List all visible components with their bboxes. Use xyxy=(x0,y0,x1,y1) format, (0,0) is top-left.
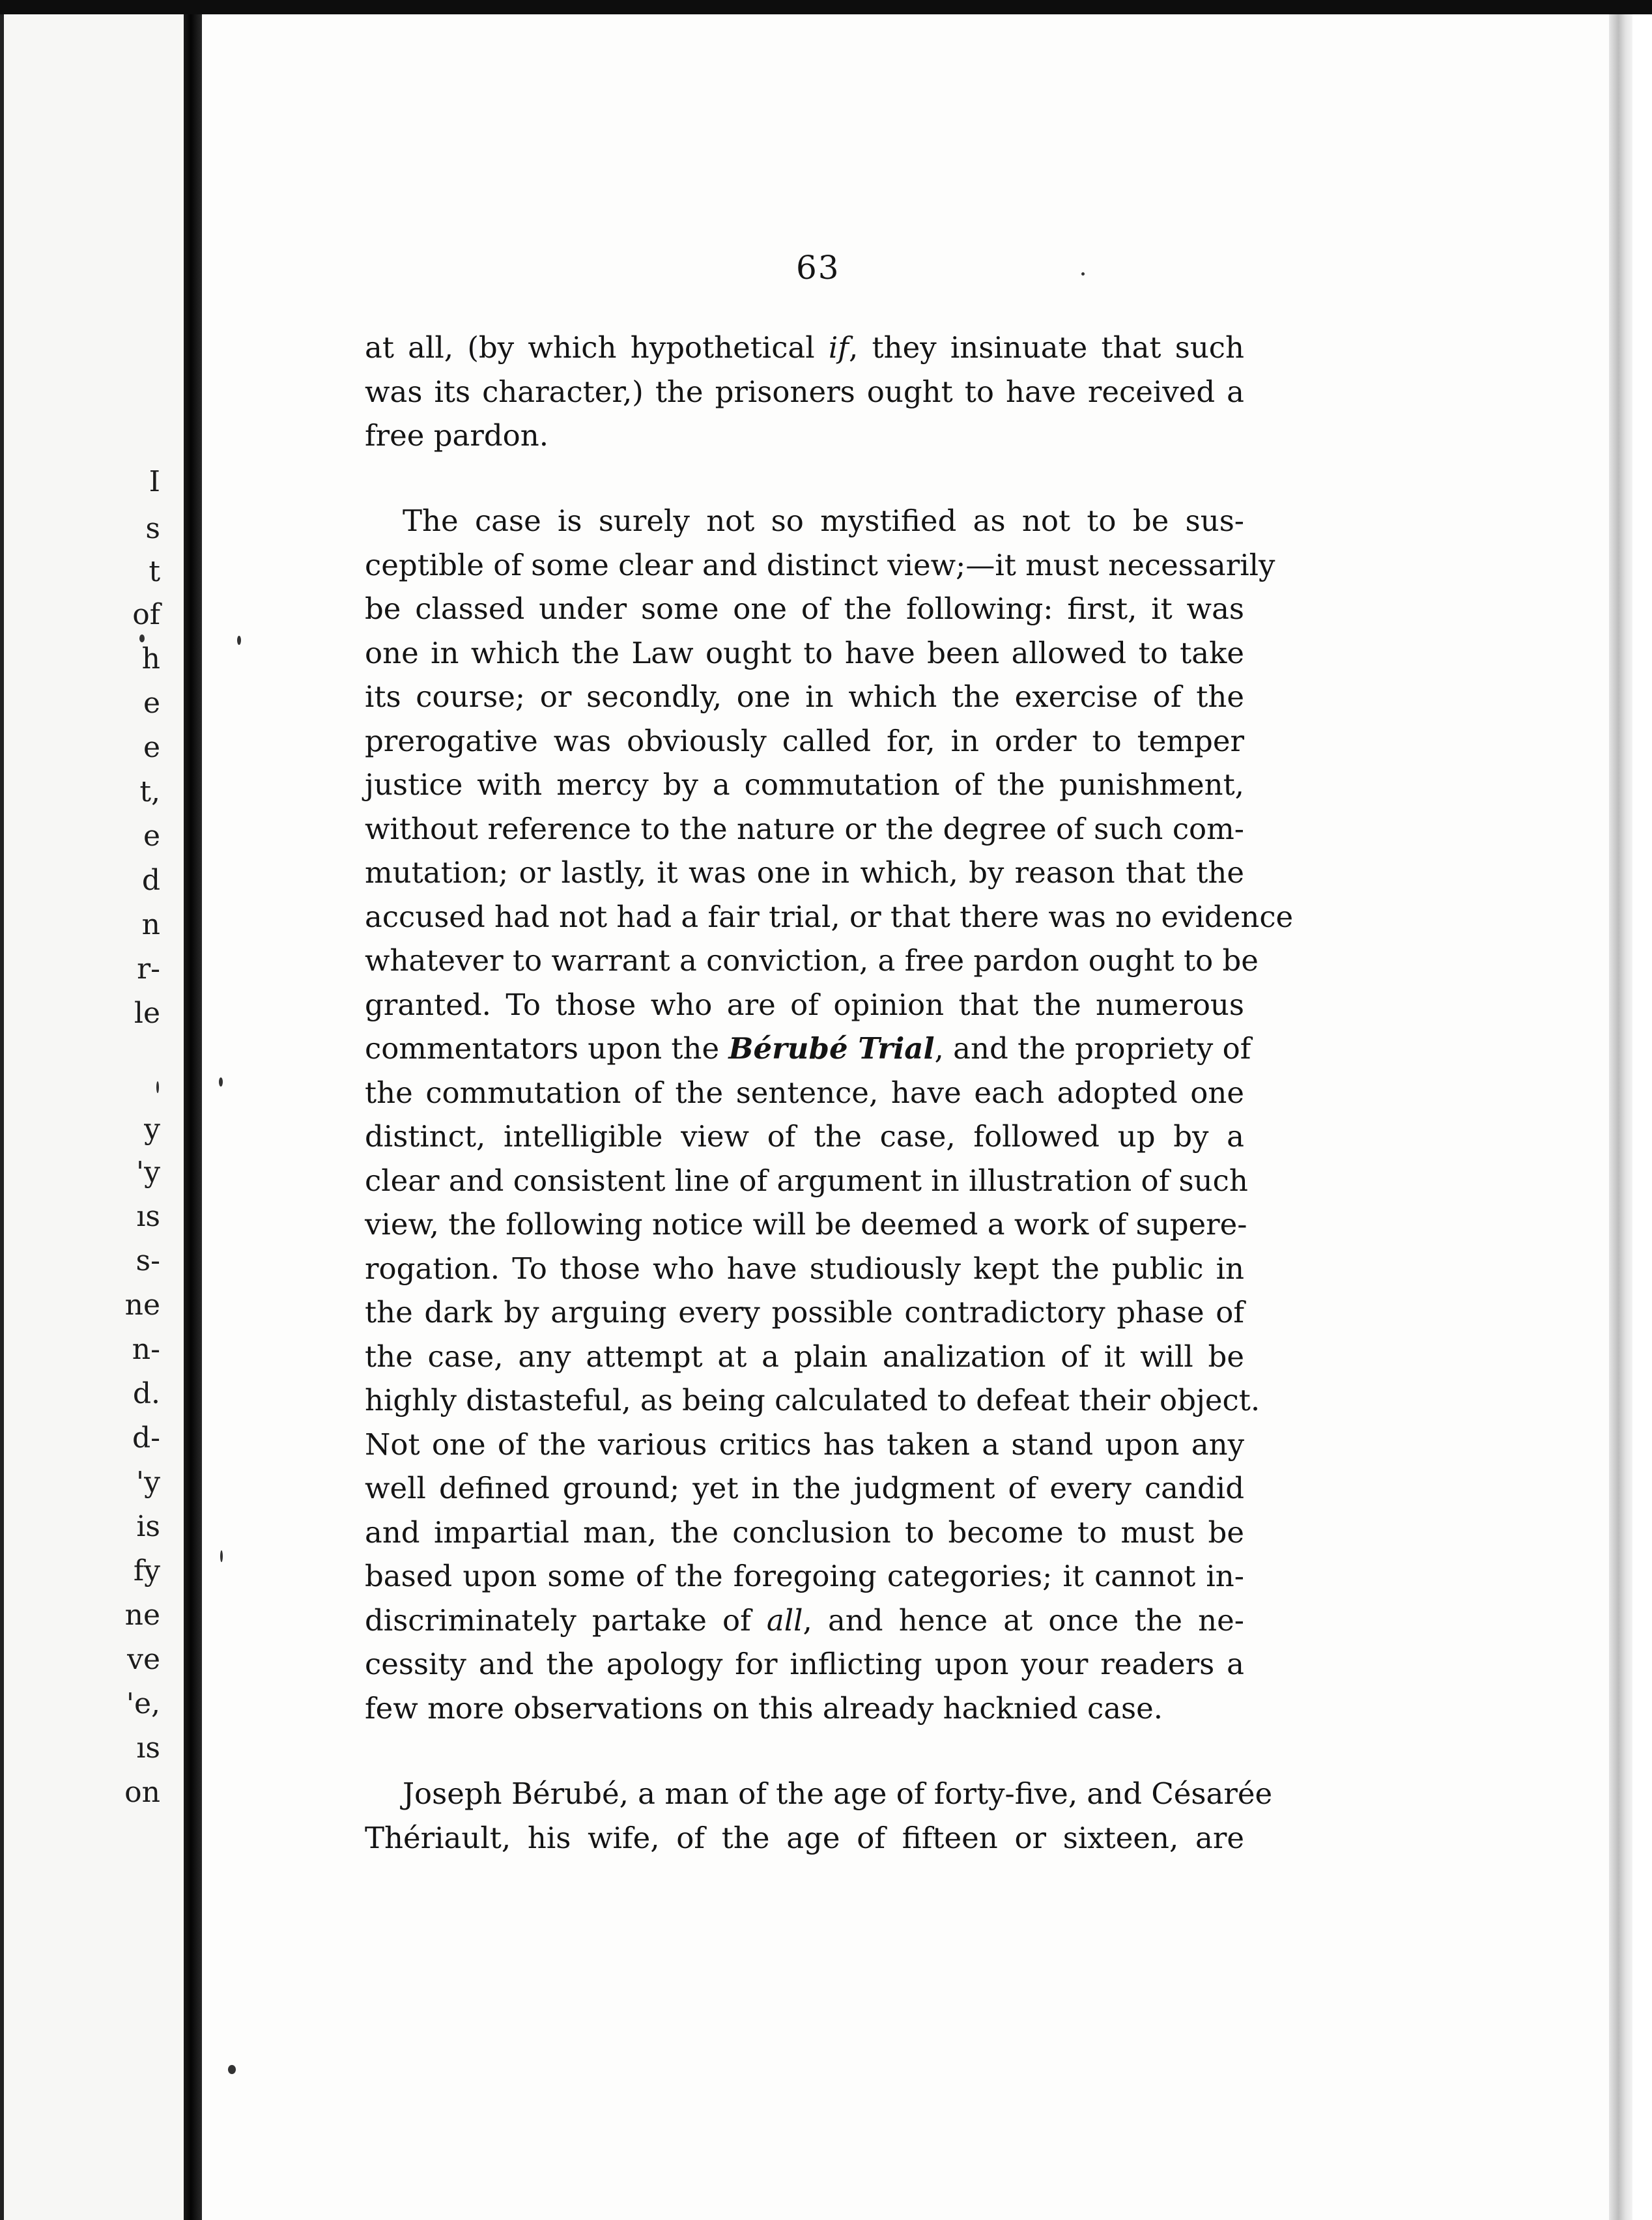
text-line xyxy=(365,811,1244,847)
left-page-fragment: s- xyxy=(135,1244,160,1277)
text-span: without reference to the nature or the degree of such com- xyxy=(365,812,1244,846)
scan-speck xyxy=(219,1077,223,1087)
scan-speck xyxy=(139,634,145,642)
left-page-fragment: I xyxy=(149,465,160,498)
left-page-fragment: t xyxy=(149,555,160,588)
left-page-fragment: y xyxy=(144,1113,160,1146)
text-span: The case is surely not so mystified as not to be sus- xyxy=(403,504,1244,538)
text-line xyxy=(365,635,1244,672)
text-line xyxy=(365,1206,1247,1243)
text-span: the commutation of the sentence, have each adopted one xyxy=(365,1075,1244,1110)
text-line xyxy=(365,374,1244,410)
text-line xyxy=(365,1031,1251,1067)
left-page-fragment: 'y xyxy=(136,1466,160,1499)
left-page-fragment: on xyxy=(124,1776,160,1809)
text-line xyxy=(365,943,1259,979)
left-page-fragment: h xyxy=(141,642,160,676)
text-line xyxy=(365,418,1244,454)
left-page-fragment: t, xyxy=(139,775,160,808)
text-span: was its character,) the prisoners ought to have received a xyxy=(365,375,1244,409)
italic-text: if xyxy=(828,330,849,365)
left-page-fragment: ne xyxy=(124,1288,160,1322)
scan-speck xyxy=(1081,272,1085,276)
text-span: Thériault, his wife, of the age of fifteen or sixteen, are xyxy=(365,1821,1244,1855)
text-span: clear and consistent line of argument in illustration of such xyxy=(365,1163,1248,1198)
text-line xyxy=(403,1776,1273,1812)
page-edge-right xyxy=(1609,14,1632,2220)
left-page-fragment: ne xyxy=(124,1599,160,1632)
text-span: Joseph Bérubé, a man of the age of forty-five, and Césarée xyxy=(403,1776,1273,1811)
text-line xyxy=(365,723,1244,760)
text-span: distinct, intelligible view of the case, followed up by a xyxy=(365,1119,1244,1154)
text-line xyxy=(365,899,1294,935)
text-line xyxy=(365,1515,1244,1551)
text-line xyxy=(365,1820,1244,1857)
text-line xyxy=(403,503,1244,539)
text-line xyxy=(365,547,1275,584)
text-line xyxy=(365,1339,1244,1375)
left-page-fragment: d xyxy=(141,864,160,897)
text-line xyxy=(365,987,1244,1023)
scan-speck xyxy=(220,1550,223,1562)
text-line xyxy=(365,1251,1244,1287)
scan-speck xyxy=(228,2065,236,2074)
text-line xyxy=(365,591,1244,627)
text-span: one in which the Law ought to have been allowed to take xyxy=(365,636,1244,670)
left-page-fragment: 'e, xyxy=(126,1687,160,1720)
text-span: , and the propriety of xyxy=(934,1031,1251,1066)
text-span: cessity and the apology for inflicting upon your readers a xyxy=(365,1647,1244,1681)
text-line xyxy=(365,1382,1260,1419)
scan-speck xyxy=(237,636,241,645)
left-page-fragment: le xyxy=(134,997,160,1030)
text-line xyxy=(365,1690,1244,1727)
text-span: few more observations on this already hacknied case. xyxy=(365,1691,1163,1726)
text-line xyxy=(365,767,1244,803)
left-page-fragment: 'y xyxy=(136,1156,160,1189)
left-page-fragment: r- xyxy=(137,952,160,986)
text-span: whatever to warrant a conviction, a free pardon ought to be xyxy=(365,943,1259,978)
left-page-fragment: of xyxy=(132,598,160,631)
text-span: , and hence at once the ne- xyxy=(803,1603,1244,1638)
left-page-fragment: n xyxy=(141,908,160,941)
left-page-fragment: e xyxy=(143,731,160,764)
text-span: based upon some of the foregoing categories; it cannot in- xyxy=(365,1559,1244,1593)
text-span: ceptible of some clear and distinct view;—it must necessarily xyxy=(365,548,1275,582)
left-page-fragment: e xyxy=(143,819,160,853)
text-span: highly distasteful, as being calculated to defeat their object. xyxy=(365,1383,1260,1417)
book-gutter xyxy=(184,14,202,2220)
scan-margin-right xyxy=(1632,14,1652,2220)
text-span: justice with mercy by a commutation of the punishment, xyxy=(365,767,1244,802)
text-span: well defined ground; yet in the judgment of every candid xyxy=(365,1471,1244,1505)
text-line xyxy=(365,1075,1244,1111)
left-page-fragment: d- xyxy=(132,1421,160,1455)
left-page-shadow xyxy=(0,14,4,2220)
left-page-fragment: d. xyxy=(132,1377,160,1410)
text-line xyxy=(365,330,1244,366)
text-line xyxy=(365,1558,1244,1595)
text-span: accused had not had a fair trial, or that there was no evidence xyxy=(365,900,1294,934)
text-line xyxy=(365,1646,1244,1683)
text-span: its course; or secondly, one in which the exercise of the xyxy=(365,679,1244,714)
text-line xyxy=(365,1602,1244,1639)
left-page-fragment: n- xyxy=(132,1333,160,1366)
left-page-fragment: ıs xyxy=(136,1731,160,1765)
scan-speck xyxy=(156,1081,159,1093)
text-line xyxy=(365,1294,1244,1331)
text-span: mutation; or lastly, it was one in which, by reason that the xyxy=(365,855,1244,890)
text-line xyxy=(365,679,1244,715)
text-span: Not one of the various critics has taken a stand upon any xyxy=(365,1427,1244,1462)
left-page-fragment: ıs xyxy=(136,1200,160,1233)
page-number: 63 xyxy=(796,249,840,287)
text-span: at all, (by which hypothetical xyxy=(365,330,829,365)
text-span: free pardon. xyxy=(365,418,549,453)
text-span: prerogative was obviously called for, in order to temper xyxy=(365,724,1244,758)
left-page-fragment: e xyxy=(143,687,160,720)
text-span: commentators upon the xyxy=(365,1031,729,1066)
italic-text: all xyxy=(766,1603,803,1638)
text-line xyxy=(365,1163,1248,1199)
text-span: be classed under some one of the following: first, it was xyxy=(365,591,1244,626)
text-span: view, the following notice will be deemed a work of supere- xyxy=(365,1207,1247,1242)
text-span: the dark by arguing every possible contradictory phase of xyxy=(365,1295,1244,1330)
text-span: and impartial man, the conclusion to become to must be xyxy=(365,1515,1244,1550)
text-span: rogation. To those who have studiously kept the public in xyxy=(365,1251,1244,1286)
left-page-fragment: ve xyxy=(127,1643,160,1676)
text-span: granted. To those who are of opinion that the numerous xyxy=(365,988,1244,1022)
text-line xyxy=(365,1427,1244,1463)
text-line xyxy=(365,1118,1244,1155)
left-page-fragment: is xyxy=(136,1510,160,1543)
text-span: discriminately partake of xyxy=(365,1603,767,1638)
text-span: , they insinuate that such xyxy=(848,330,1244,365)
left-page-fragment: s xyxy=(145,512,160,545)
text-line xyxy=(365,1470,1244,1507)
emphasized-title: Bérubé Trial xyxy=(728,1031,935,1066)
text-line xyxy=(365,855,1244,891)
text-span: the case, any attempt at a plain analization of it will be xyxy=(365,1339,1244,1374)
scan-frame-top xyxy=(0,0,1652,14)
left-page-fragment: fy xyxy=(133,1554,160,1587)
